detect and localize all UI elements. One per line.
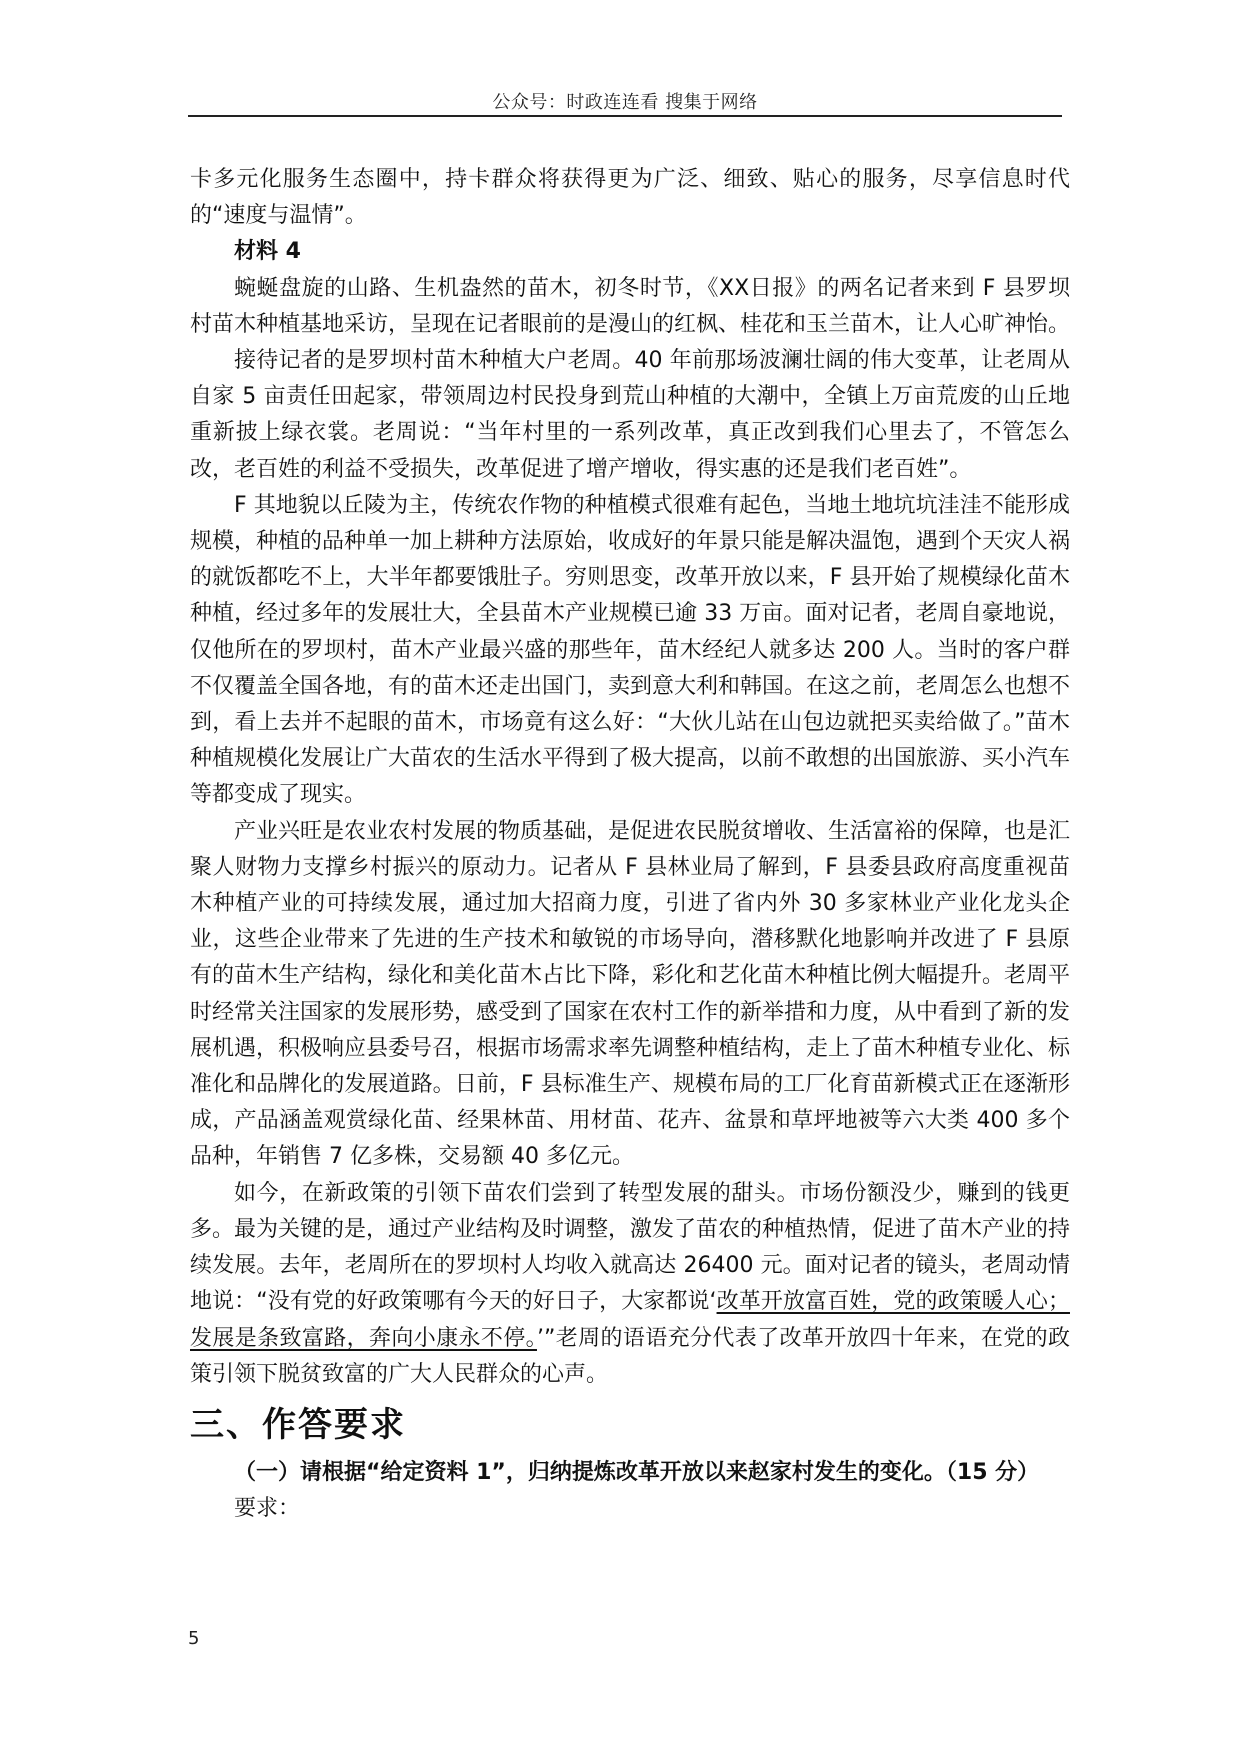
paragraph-5 [190,1176,1070,1393]
paragraph-3: F 其地貌以丘陵为主，传统农作物的种植模式很难有起色，当地土地坑坑洼洼不能形成规模，种植的品种单一加上耕种方法原始，收成好的年景只能是解决温饱，遇到个天灾人祸的就饭都吃不上，大半年都要饿肚子。穷则思变，改革开放以来，F 县开始了规模绿化苗木种植，经过多年的发展壮大，全县苗木产业规模已逾 33 万亩。面对记者，老周自豪地说，仅他所在的罗坝村，苗木产业最兴盛的那些年，苗木经纪人就多达 200 人。当时的客户群不仅覆盖全国各地，有的苗木还走出国门，卖到意大利和韩国。在这之前，老周怎么也想不到，看上去并不起眼的苗木，市场竟有这么好：“大伙儿站在山包边就把买卖给做了。”苗木种植规模化发展让广大苗农的生活水平得到了极大提高，以前不敢想的出国旅游、买小汽车等都变成了现实。 [190,492,1071,808]
paragraph-5-end: ’”老周的语语充分代表了改革开放四十年来，在党的政策引领下脱贫致富的广大人民群众的心声。 [190,1325,1070,1387]
material-heading: 材料 4 [234,239,301,265]
paragraph-4: 产业兴旺是农业农村发展的物质基础，是促进农民脱贫增收、生活富裕的保障，也是汇聚人财物力支撑乡村振兴的原动力。记者从 F 县林业局了解到，F 县委县政府高度重视苗木种植产业的可持续发展，通过加大招商力度，引进了省内外 30 多家林业产业化龙头企业，这些企业带来了先进的生产技术和敏锐的市场导向，潜移默化地影响并改进了 F 县原有的苗木生产结构，绿化和美化苗木占比下降，彩化和艺化苗木种植比例大幅提升。老周平时经常关注国家的发展形势，感受到了国家在农村工作的新举措和力度，从中看到了新的发展机遇，积极响应县委号召，根据市场需求率先调整种植结构，走上了苗木种植专业化、标准化和品牌化的发展道路。日前，F 县标准生产、规模布局的工厂化育苗新模式正在逐渐形成，产品涵盖观赏绿化苗、经果林苗、用材苗、花卉、盆景和草坪地被等六大类 400 多个品种，年销售 7 亿多株，交易额 40 多亿元。 [190,818,1071,1170]
question-1: （一）请根据“给定资料 1”，归纳提炼改革开放以来赵家村发生的变化。（15 分） [234,1459,1040,1485]
paragraph-1: 蜿蜒盘旋的山路、生机盎然的苗木，初冬时节，《XX日报》的两名记者来到 F 县罗坝村苗木种植基地采访，呈现在记者眼前的是漫山的红枫、桂花和玉兰苗木，让人心旷神怡。 [190,275,1071,337]
continued-paragraph: 卡多元化服务生态圈中，持卡群众将获得更为广泛、细致、贴心的服务，尽享信息时代的“速度与温情”。 [190,167,1070,229]
paragraph-5-start: 如今，在新政策的引领下苗农们尝到了转型发展的甜头。市场份额没少，赚到的钱更多。最为关键的是，通过产业结构及时调整，激发了苗农的种植热情，促进了苗木产业的持续发展。去年，老周所在的罗坝村人均收入就高达 26400 元。面对记者的镜头，老周动情地说：“没有党的好政策哪有今天的好日子，大家都说‘ [190,1180,1071,1315]
page-header: 公众号：时政连连看 搜集于网络 [492,92,758,113]
section-title: 三、作答要求 [190,1404,406,1445]
page-number: 5 [188,1628,200,1649]
underlined-quote: 改革开放富百姓，党的政策暖人心；发展是条致富路，奔向小康永不停。 [190,1289,1070,1351]
page-content [190,162,1070,1527]
requirement-label: 要求： [234,1495,301,1521]
header-divider [188,115,1062,117]
paragraph-2: 接待记者的是罗坝村苗木种植大户老周。40 年前那场波澜壮阔的伟大变革，让老周从自家 5 亩责任田起家，带领周边村民投身到荒山种植的大潮中，全镇上万亩荒废的山丘地重新披上绿衣裳。老周说：“当年村里的一系列改革，真正改到我们心里去了，不管怎么改，老百姓的利益不受损失，改革促进了增产增收，得实惠的还是我们老百姓”。 [190,348,1070,482]
